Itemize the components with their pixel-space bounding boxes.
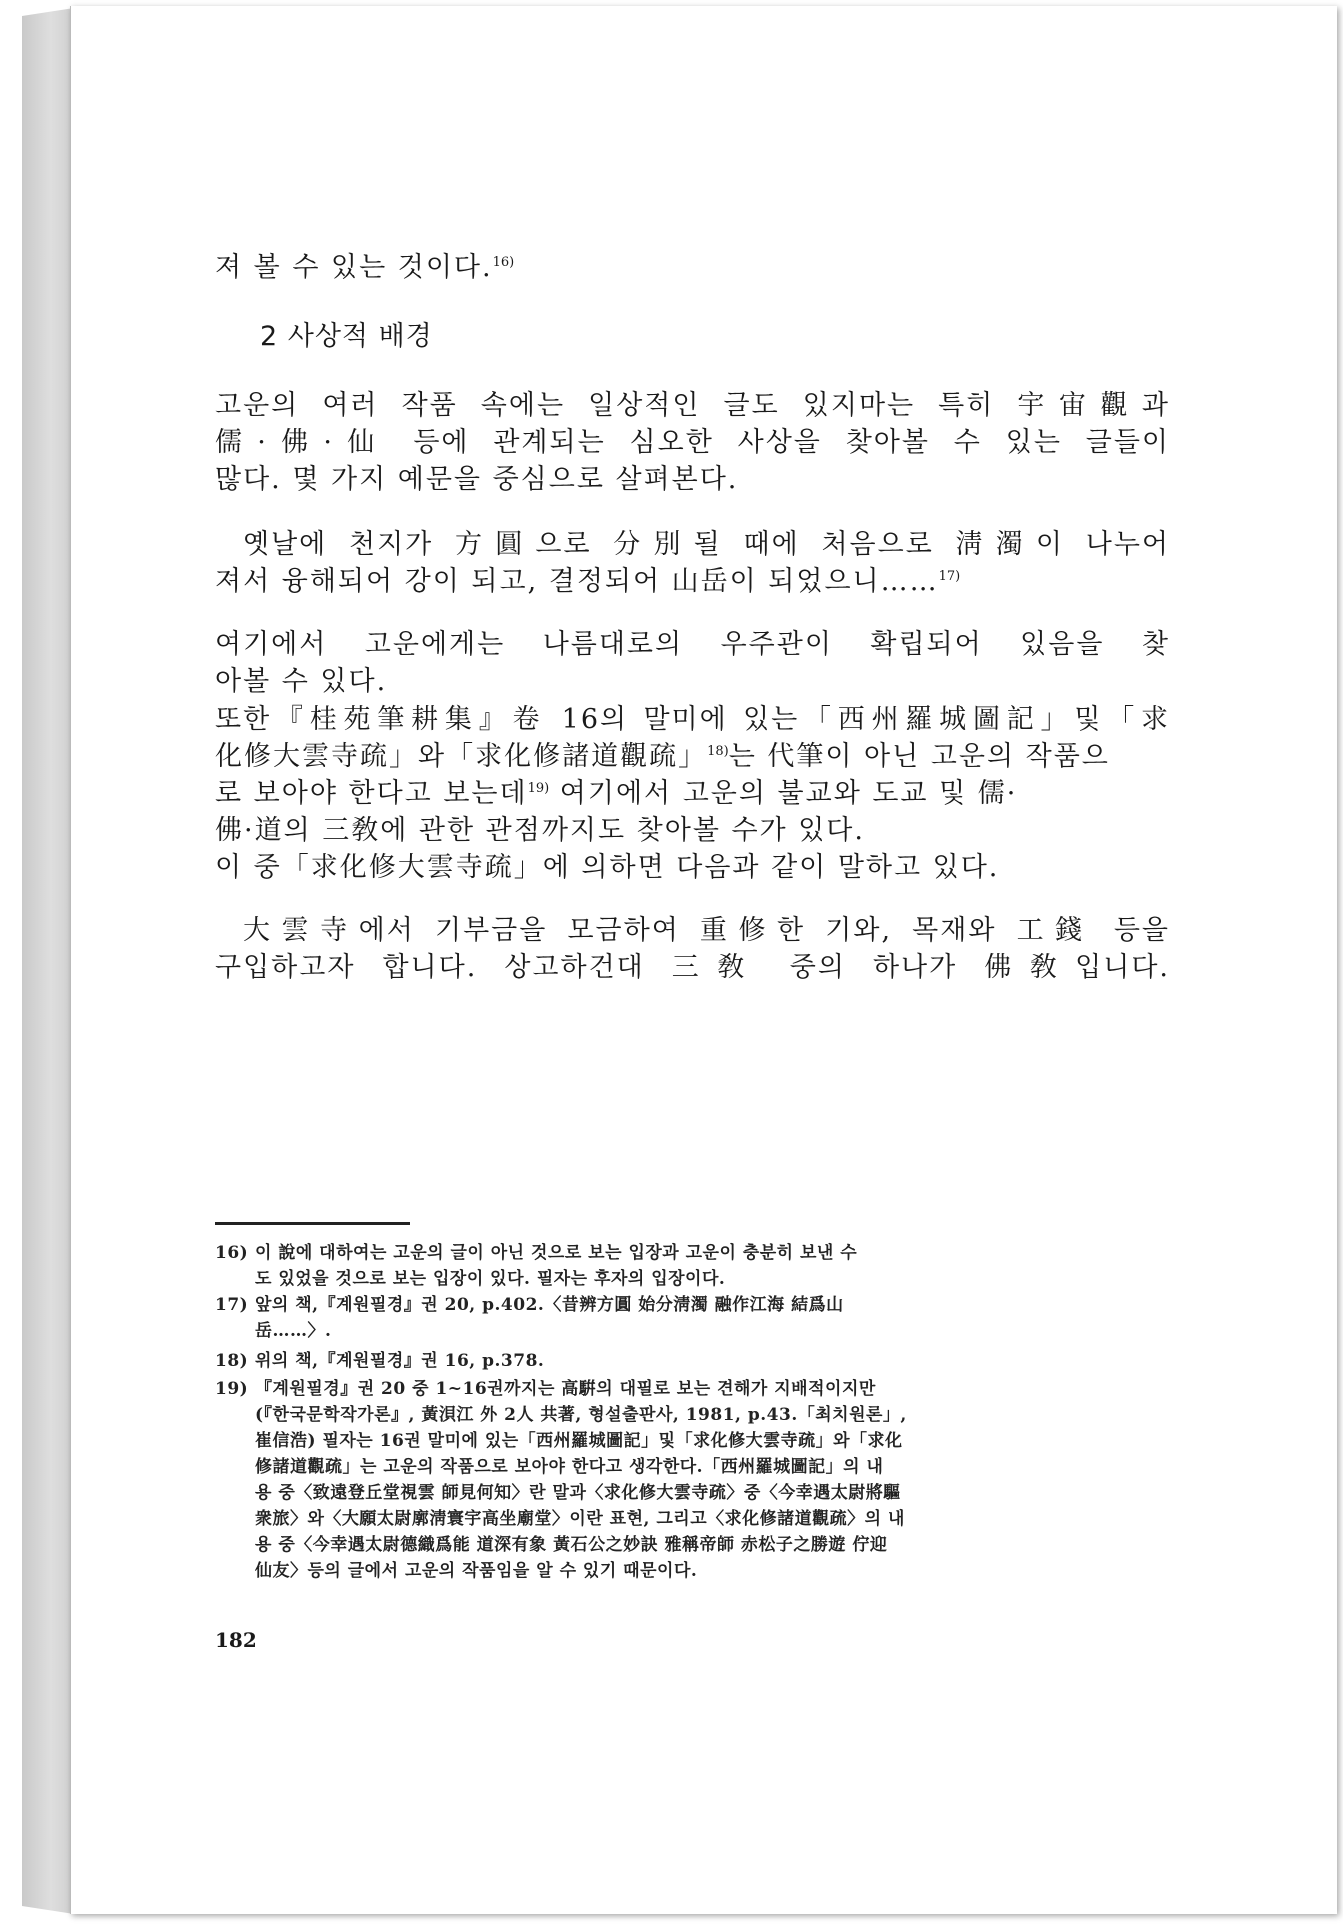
quote1-line-1: 옛날에 천지가 方圓으로 分別될 때에 처음으로 淸濁이 나누어 <box>243 529 1170 560</box>
footnote-19-line-7: 용 중〈今幸遇太尉德織爲能 道深有象 黃石公之妙訣 雅稱帝師 赤松子之勝遊 佇迎 <box>255 1535 888 1555</box>
para2-line-1: 여기에서 고운에게는 나름대로의 우주관이 확립되어 있음을 찾 <box>215 629 1170 660</box>
footnote-19-line-5: 용 중〈致遠登丘堂視雲 師見何知〉란 말과〈求化修大雲寺疏〉중〈今幸遇太尉將驅 <box>255 1483 901 1503</box>
footnote-19 <box>215 1374 1170 1399</box>
para3-line-3 <box>215 771 1017 810</box>
footnote-ref-19[interactable]: 19) <box>527 781 550 796</box>
footnote-17-line-1: 앞의 책,『계원필경』권 20, p.402.〈昔辨方圓 始分淸濁 融作江海 結爲山 <box>255 1295 844 1315</box>
para3-line-3a: 로 보아야 한다고 보는데 <box>215 778 528 809</box>
footnote-19-number: 19) <box>215 1379 249 1399</box>
footnote-19-line-4: 修諸道觀疏」는 고운의 작품으로 보아야 한다고 생각한다.「西州羅城圖記」의 내 <box>255 1457 884 1477</box>
footnote-19-line-6: 衆旅〉와〈大願太尉廓淸寰宇高坐廟堂〉이란 표현, 그리고〈求化修諸道觀疏〉의 내 <box>255 1509 905 1529</box>
book-spine-edge <box>22 8 74 1914</box>
footnote-18-number: 18) <box>215 1351 249 1371</box>
footnote-18-line-1: 위의 책,『계원필경』권 16, p.378. <box>255 1351 545 1371</box>
footnote-16-number: 16) <box>215 1243 249 1263</box>
para3-line-2 <box>215 734 1110 773</box>
quote2-line-1: 大雲寺에서 기부금을 모금하여 重修한 기와, 목재와 工錢 등을 <box>243 915 1170 946</box>
footnote-19-line-8: 仙友〉등의 글에서 고운의 작품임을 알 수 있기 때문이다. <box>255 1561 698 1581</box>
footnote-19-line-3: 崔信浩) 필자는 16권 말미에 있는「西州羅城圖記」및「求化修大雲寺疏」와「求化 <box>255 1431 903 1451</box>
quote2-line-2: 구입하고자 합니다. 상고하건대 三敎 중의 하나가 佛敎입니다. <box>215 952 1170 983</box>
continuation-line <box>215 245 514 284</box>
page-number: 182 <box>215 1628 257 1652</box>
quote1-line-2-text: 져서 융해되어 강이 되고, 결정되어 山岳이 되었으니…… <box>215 566 939 597</box>
quote1-line-2 <box>215 559 960 598</box>
para1-line-1: 고운의 여러 작품 속에는 일상적인 글도 있지마는 특히 宇宙觀과 <box>215 390 1170 421</box>
section-heading: 2 사상적 배경 <box>260 321 433 352</box>
footnote-17-line-2: 岳……〉. <box>255 1321 332 1341</box>
para3-line-5: 이 중「求化修大雲寺疏」에 의하면 다음과 같이 말하고 있다. <box>215 852 1000 883</box>
footnote-ref-18[interactable]: 18) <box>707 744 729 759</box>
para2-line-2: 아볼 수 있다. <box>215 666 388 697</box>
footnote-16-line-1: 이 說에 대하여는 고운의 글이 아닌 것으로 보는 입장과 고운이 충분히 보낸 수 <box>255 1243 858 1263</box>
footnote-rule <box>215 1222 410 1225</box>
para3-line-4: 佛·道의 三敎에 관한 관점까지도 찾아볼 수가 있다. <box>215 815 865 846</box>
footnote-17 <box>215 1290 1170 1315</box>
footnote-17-number: 17) <box>215 1295 249 1315</box>
footnote-19-line-2: (『한국문학작가론』, 黃浿江 外 2人 共著, 형설출판사, 1981, p.43.「최치원론」, <box>255 1405 907 1425</box>
footnote-16 <box>215 1238 1170 1263</box>
para1-line-2: 儒·佛·仙 등에 관계되는 심오한 사상을 찾아볼 수 있는 글들이 <box>215 427 1170 458</box>
footnote-ref-17[interactable]: 17) <box>938 569 961 584</box>
para3-line-3b: 여기에서 고운의 불교와 도교 및 儒· <box>549 778 1018 809</box>
footnote-16-line-2: 도 있었을 것으로 보는 입장이 있다. 필자는 후자의 입장이다. <box>255 1269 726 1289</box>
continuation-text: 져 볼 수 있는 것이다. <box>215 252 493 283</box>
para3-line-2a: 化修大雲寺疏」와「求化修諸道觀疏」 <box>215 741 708 772</box>
para3-line-2b: 는 代筆이 아닌 고운의 작품으 <box>728 741 1110 772</box>
footnote-ref-16[interactable]: 16) <box>492 255 515 270</box>
footnote-18 <box>215 1346 1170 1371</box>
para3-line-1: 또한『桂苑筆耕集』卷 16의 말미에 있는「西州羅城圖記」및「求 <box>215 704 1170 735</box>
footnote-19-line-1: 『계원필경』권 20 중 1~16권까지는 高騈의 대필로 보는 견해가 지배적이지만 <box>255 1379 876 1399</box>
para1-line-3: 많다. 몇 가지 예문을 중심으로 살펴본다. <box>215 464 739 495</box>
